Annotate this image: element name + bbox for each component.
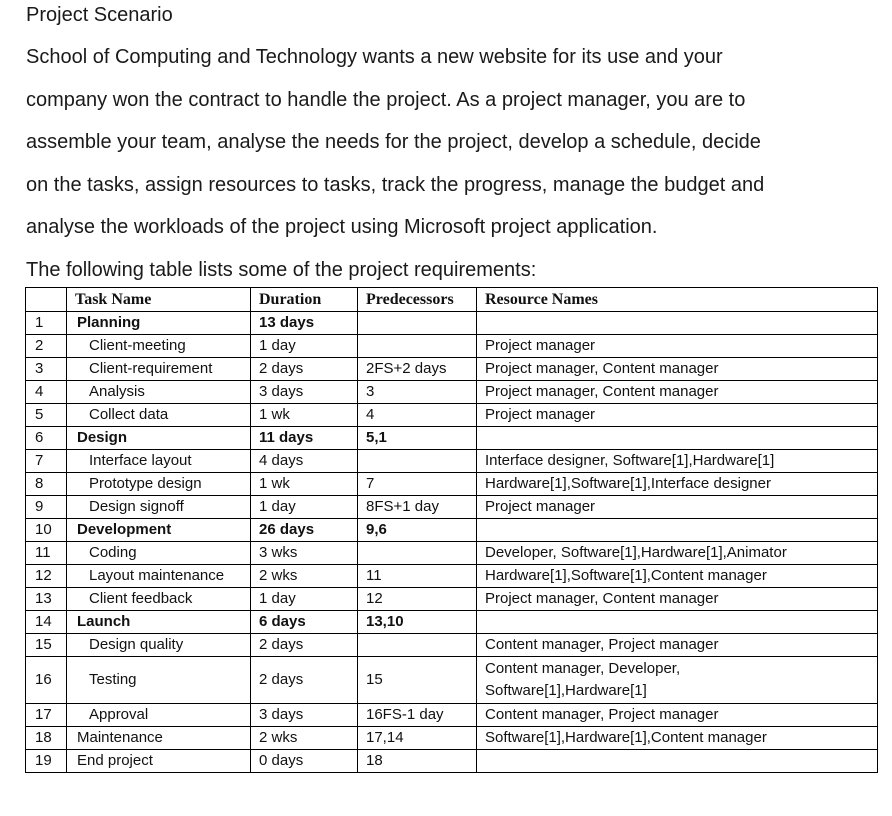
table-row	[26, 381, 878, 404]
predecessors-cell: 5,1	[358, 427, 477, 450]
table-header-row	[26, 288, 878, 312]
predecessors-cell: 9,6	[358, 519, 477, 542]
row-number-cell: 11	[26, 542, 67, 565]
resource-names-cell: Software[1],Hardware[1],Content manager	[477, 727, 878, 750]
predecessors-cell: 4	[358, 404, 477, 427]
row-number-cell: 4	[26, 381, 67, 404]
resource-names-cell: Content manager, Project manager	[477, 634, 878, 657]
predecessors-cell	[358, 634, 477, 657]
table-intro: The following table lists some of the project requirements:	[26, 259, 537, 281]
duration-cell: 3 wks	[251, 542, 358, 565]
row-number-cell: 14	[26, 611, 67, 634]
resource-names-cell: Project manager	[477, 404, 878, 427]
resource-names-cell: Project manager	[477, 496, 878, 519]
predecessors-cell: 11	[358, 565, 477, 588]
resource-names-cell	[477, 427, 878, 450]
header-duration: Duration	[251, 288, 358, 312]
duration-cell: 3 days	[251, 704, 358, 727]
document-title: Project Scenario	[26, 4, 173, 26]
duration-cell: 1 wk	[251, 404, 358, 427]
header-task-name: Task Name	[67, 288, 251, 312]
predecessors-cell: 16FS-1 day	[358, 704, 477, 727]
table-row	[26, 312, 878, 335]
resource-names-cell	[477, 312, 878, 335]
row-number-cell: 2	[26, 335, 67, 358]
resource-names-cell: Project manager, Content manager	[477, 588, 878, 611]
task-name-cell: Layout maintenance	[67, 565, 251, 588]
header-resource-names: Resource Names	[477, 288, 878, 312]
table-row	[26, 519, 878, 542]
row-number-cell: 1	[26, 312, 67, 335]
duration-cell: 1 day	[251, 335, 358, 358]
resource-names-cell	[477, 657, 878, 704]
resource-names-cell: Content manager, Project manager	[477, 704, 878, 727]
table-row	[26, 542, 878, 565]
paragraph-line: assemble your team, analyse the needs for the project, develop a schedule, decide	[26, 131, 761, 153]
duration-cell: 11 days	[251, 427, 358, 450]
row-number-cell: 3	[26, 358, 67, 381]
resource-names-cell: Hardware[1],Software[1],Interface designer	[477, 473, 878, 496]
resource-names-cell: Developer, Software[1],Hardware[1],Animator	[477, 542, 878, 565]
predecessors-cell: 7	[358, 473, 477, 496]
row-number-cell: 5	[26, 404, 67, 427]
paragraph-line: analyse the workloads of the project using Microsoft project application.	[26, 216, 658, 238]
table-row	[26, 704, 878, 727]
duration-cell: 26 days	[251, 519, 358, 542]
row-number-cell: 6	[26, 427, 67, 450]
header-num	[26, 288, 67, 312]
predecessors-cell: 3	[358, 381, 477, 404]
task-name-cell: Design quality	[67, 634, 251, 657]
table-row	[26, 588, 878, 611]
task-name-cell: Interface layout	[67, 450, 251, 473]
duration-cell: 2 days	[251, 657, 358, 704]
task-name-cell: Development	[67, 519, 251, 542]
duration-cell: 13 days	[251, 312, 358, 335]
duration-cell: 4 days	[251, 450, 358, 473]
paragraph-line: on the tasks, assign resources to tasks, track the progress, manage the budget and	[26, 174, 765, 196]
task-name-cell: Planning	[67, 312, 251, 335]
resource-names-line: Software[1],Hardware[1]	[485, 682, 647, 699]
row-number-cell: 18	[26, 727, 67, 750]
task-name-cell: Design	[67, 427, 251, 450]
resource-names-cell: Hardware[1],Software[1],Content manager	[477, 565, 878, 588]
row-number-cell: 19	[26, 750, 67, 773]
row-number-cell: 8	[26, 473, 67, 496]
duration-cell: 2 wks	[251, 727, 358, 750]
table-row	[26, 727, 878, 750]
table-row	[26, 611, 878, 634]
duration-cell: 6 days	[251, 611, 358, 634]
task-name-cell: Testing	[67, 657, 251, 704]
task-name-cell: Maintenance	[67, 727, 251, 750]
table-row	[26, 634, 878, 657]
row-number-cell: 10	[26, 519, 67, 542]
resource-names-cell: Project manager, Content manager	[477, 381, 878, 404]
duration-cell: 1 day	[251, 588, 358, 611]
table-row	[26, 427, 878, 450]
row-number-cell: 16	[26, 657, 67, 704]
task-name-cell: Launch	[67, 611, 251, 634]
paragraph-line: School of Computing and Technology wants a new website for its use and your	[26, 46, 723, 68]
table-body	[26, 312, 878, 773]
predecessors-cell: 2FS+2 days	[358, 358, 477, 381]
table-row	[26, 750, 878, 773]
header-predecessors: Predecessors	[358, 288, 477, 312]
row-number-cell: 17	[26, 704, 67, 727]
row-number-cell: 7	[26, 450, 67, 473]
predecessors-cell: 8FS+1 day	[358, 496, 477, 519]
duration-cell: 0 days	[251, 750, 358, 773]
duration-cell: 1 day	[251, 496, 358, 519]
task-name-cell: End project	[67, 750, 251, 773]
row-number-cell: 13	[26, 588, 67, 611]
task-name-cell: Coding	[67, 542, 251, 565]
resource-names-cell	[477, 519, 878, 542]
table-row	[26, 657, 878, 704]
predecessors-cell	[358, 312, 477, 335]
table-row	[26, 404, 878, 427]
table-row	[26, 565, 878, 588]
duration-cell: 2 wks	[251, 565, 358, 588]
row-number-cell: 15	[26, 634, 67, 657]
resource-names-line: Content manager, Developer,	[485, 660, 681, 677]
row-number-cell: 12	[26, 565, 67, 588]
requirements-table	[25, 287, 878, 773]
task-name-cell: Prototype design	[67, 473, 251, 496]
predecessors-cell: 17,14	[358, 727, 477, 750]
table-row	[26, 450, 878, 473]
table-row	[26, 473, 878, 496]
predecessors-cell: 13,10	[358, 611, 477, 634]
task-name-cell: Analysis	[67, 381, 251, 404]
table-row	[26, 358, 878, 381]
task-name-cell: Collect data	[67, 404, 251, 427]
duration-cell: 1 wk	[251, 473, 358, 496]
predecessors-cell	[358, 335, 477, 358]
duration-cell: 3 days	[251, 381, 358, 404]
duration-cell: 2 days	[251, 634, 358, 657]
task-name-cell: Design signoff	[67, 496, 251, 519]
resource-names-cell	[477, 611, 878, 634]
duration-cell: 2 days	[251, 358, 358, 381]
row-number-cell: 9	[26, 496, 67, 519]
resource-names-cell	[477, 750, 878, 773]
predecessors-cell: 15	[358, 657, 477, 704]
task-name-cell: Client-requirement	[67, 358, 251, 381]
predecessors-cell	[358, 450, 477, 473]
predecessors-cell	[358, 542, 477, 565]
resource-names-cell: Project manager, Content manager	[477, 358, 878, 381]
resource-names-cell: Project manager	[477, 335, 878, 358]
paragraph-line: company won the contract to handle the project. As a project manager, you are to	[26, 89, 746, 111]
resource-names-cell: Interface designer, Software[1],Hardware[1]	[477, 450, 878, 473]
task-name-cell: Client feedback	[67, 588, 251, 611]
predecessors-cell: 12	[358, 588, 477, 611]
table-row	[26, 496, 878, 519]
task-name-cell: Approval	[67, 704, 251, 727]
table-row	[26, 335, 878, 358]
predecessors-cell: 18	[358, 750, 477, 773]
task-name-cell: Client-meeting	[67, 335, 251, 358]
